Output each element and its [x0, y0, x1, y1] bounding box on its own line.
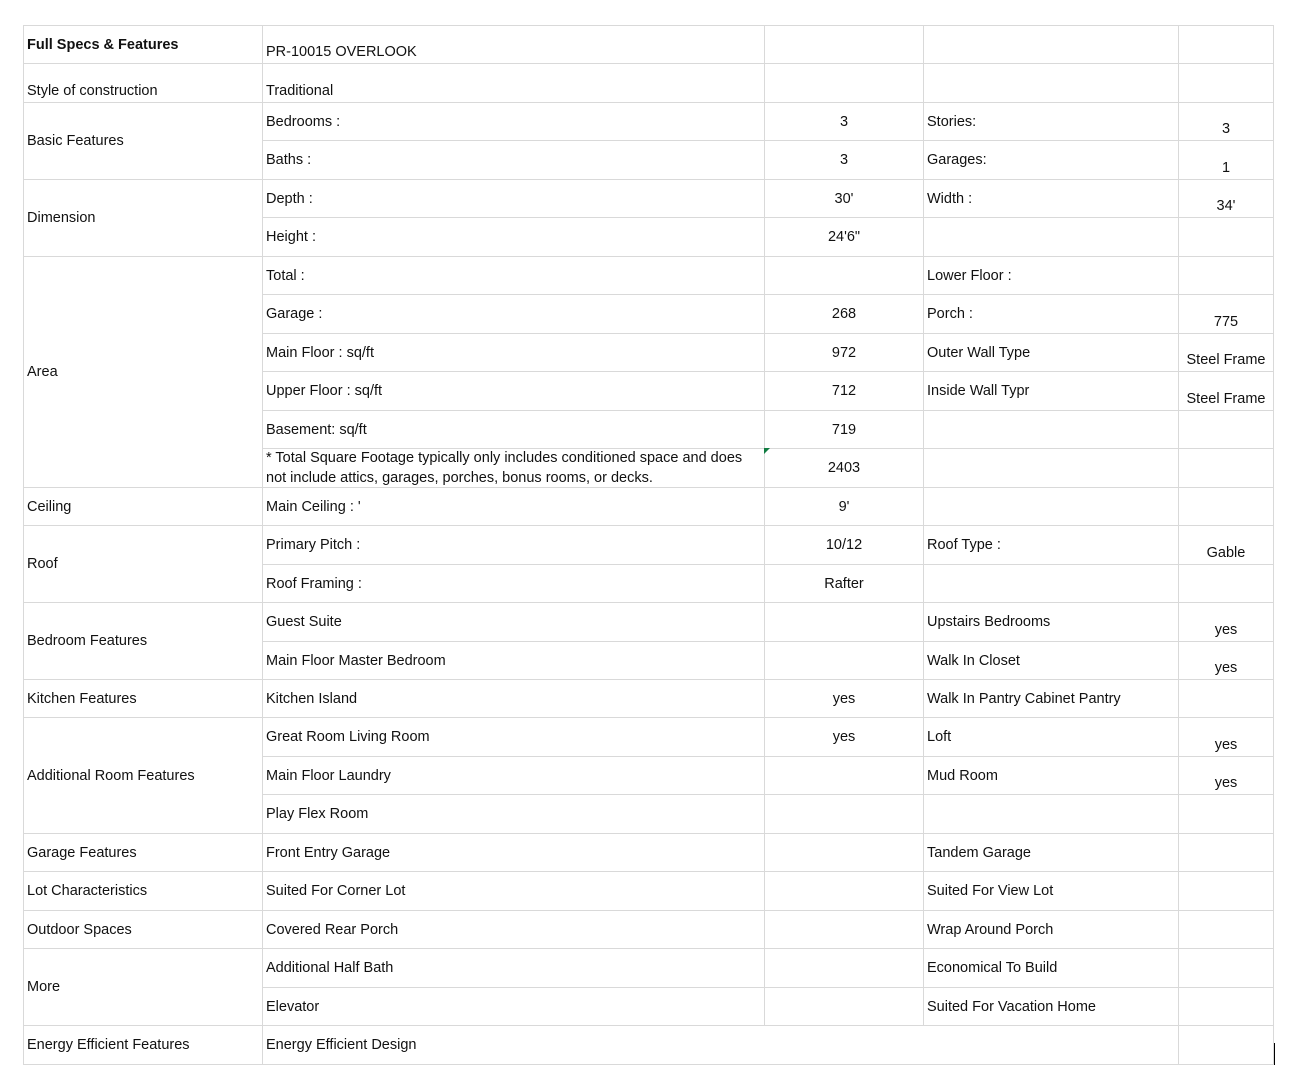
cell-empty[interactable] [1179, 834, 1274, 872]
cell-empty[interactable] [765, 834, 924, 872]
cell-height-label[interactable]: Height : [263, 218, 765, 257]
cell-loft[interactable]: Loft [924, 718, 1179, 757]
cell-main-floor-laundry[interactable]: Main Floor Laundry [263, 757, 765, 795]
cell-empty[interactable] [1179, 64, 1274, 103]
cell-garage-label[interactable]: Garage : [263, 295, 765, 334]
cell-basement-value[interactable]: 719 [765, 411, 924, 449]
text-cursor [1274, 1043, 1275, 1065]
cell-upstairs-bedrooms[interactable]: Upstairs Bedrooms [924, 603, 1179, 642]
cell-empty[interactable] [1179, 988, 1274, 1026]
cell-more-label[interactable]: More [23, 949, 263, 1026]
cell-main-floor-value[interactable]: 972 [765, 334, 924, 372]
cell-empty[interactable] [765, 64, 924, 103]
cell-area-label[interactable]: Area [23, 257, 263, 488]
cell-bedrooms-label[interactable]: Bedrooms : [263, 103, 765, 141]
cell-empty[interactable] [1179, 25, 1274, 64]
cell-upstairs-bedrooms-value[interactable]: yes [1179, 603, 1274, 642]
cell-empty[interactable] [1179, 1026, 1274, 1065]
cell-ceiling-label[interactable]: Ceiling [23, 488, 263, 526]
cell-baths-value[interactable]: 3 [765, 141, 924, 180]
cell-roof-type-value[interactable]: Gable [1179, 526, 1274, 565]
cell-empty[interactable] [765, 988, 924, 1026]
cell-empty[interactable] [924, 449, 1179, 488]
cell-mud-room[interactable]: Mud Room [924, 757, 1179, 795]
cell-roof-type-label[interactable]: Roof Type : [924, 526, 1179, 565]
cell-empty[interactable] [1179, 449, 1274, 488]
cell-additional-half-bath[interactable]: Additional Half Bath [263, 949, 765, 988]
cell-main-ceiling-label[interactable]: Main Ceiling : ' [263, 488, 765, 526]
cell-lower-floor-label[interactable]: Lower Floor : [924, 257, 1179, 295]
cell-outdoor-label[interactable]: Outdoor Spaces [23, 911, 263, 949]
cell-great-room-value[interactable]: yes [765, 718, 924, 757]
cell-empty[interactable] [924, 218, 1179, 257]
cell-kitchen-island-value[interactable]: yes [765, 680, 924, 718]
cell-empty[interactable] [765, 642, 924, 680]
cell-empty[interactable] [1179, 488, 1274, 526]
cell-play-flex-room[interactable]: Play Flex Room [263, 795, 765, 834]
cell-empty[interactable] [924, 488, 1179, 526]
cell-view-lot[interactable]: Suited For View Lot [924, 872, 1179, 911]
cell-kitchen-features-label[interactable]: Kitchen Features [23, 680, 263, 718]
cell-error-indicator-icon [764, 448, 770, 454]
cell-outer-wall-label[interactable]: Outer Wall Type [924, 334, 1179, 372]
spreadsheet-grid [23, 25, 1274, 1065]
cell-empty[interactable] [765, 25, 924, 64]
cell-energy-label[interactable]: Energy Efficient Features [23, 1026, 263, 1065]
cell-guest-suite[interactable]: Guest Suite [263, 603, 765, 642]
cell-main-floor-master[interactable]: Main Floor Master Bedroom [263, 642, 765, 680]
cell-empty[interactable] [1179, 411, 1274, 449]
cell-main-floor-label[interactable]: Main Floor : sq/ft [263, 334, 765, 372]
cell-bedroom-features-label[interactable]: Bedroom Features [23, 603, 263, 680]
cell-primary-pitch-label[interactable]: Primary Pitch : [263, 526, 765, 565]
cell-roof-label[interactable]: Roof [23, 526, 263, 603]
cell-empty[interactable] [924, 565, 1179, 603]
cell-upper-floor-label[interactable]: Upper Floor : sq/ft [263, 372, 765, 411]
cell-front-entry-garage[interactable]: Front Entry Garage [263, 834, 765, 872]
cell-tandem-garage[interactable]: Tandem Garage [924, 834, 1179, 872]
cell-empty[interactable] [1179, 872, 1274, 911]
cell-bedrooms-value[interactable]: 3 [765, 103, 924, 141]
cell-plan-name[interactable]: PR-10015 OVERLOOK [263, 25, 765, 64]
cell-stories-value[interactable]: 3 [1179, 103, 1274, 141]
cell-height-value[interactable]: 24'6" [765, 218, 924, 257]
cell-style-label[interactable]: Style of construction [23, 64, 263, 103]
cell-depth-label[interactable]: Depth : [263, 180, 765, 218]
cell-empty[interactable] [924, 64, 1179, 103]
cell-empty[interactable] [924, 411, 1179, 449]
cell-empty[interactable] [1179, 565, 1274, 603]
cell-additional-room-label[interactable]: Additional Room Features [23, 718, 263, 834]
cell-basement-label[interactable]: Basement: sq/ft [263, 411, 765, 449]
cell-mud-room-value[interactable]: yes [1179, 757, 1274, 795]
cell-empty[interactable] [1179, 911, 1274, 949]
cell-elevator[interactable]: Elevator [263, 988, 765, 1026]
cell-depth-value[interactable]: 30' [765, 180, 924, 218]
cell-baths-label[interactable]: Baths : [263, 141, 765, 180]
cell-roof-framing-value[interactable]: Rafter [765, 565, 924, 603]
cell-empty[interactable] [765, 911, 924, 949]
cell-wrap-around-porch[interactable]: Wrap Around Porch [924, 911, 1179, 949]
cell-great-room[interactable]: Great Room Living Room [263, 718, 765, 757]
cell-vacation-home[interactable]: Suited For Vacation Home [924, 988, 1179, 1026]
cell-primary-pitch-value[interactable]: 10/12 [765, 526, 924, 565]
cell-inside-wall-value[interactable]: Steel Frame [1179, 372, 1274, 411]
cell-title[interactable]: Full Specs & Features [23, 25, 263, 64]
cell-empty[interactable] [1179, 680, 1274, 718]
cell-porch-value[interactable]: 775 [1179, 295, 1274, 334]
cell-walk-in-closet[interactable]: Walk In Closet [924, 642, 1179, 680]
cell-empty[interactable] [1179, 218, 1274, 257]
cell-width-label[interactable]: Width : [924, 180, 1179, 218]
cell-garages-label[interactable]: Garages: [924, 141, 1179, 180]
cell-walk-in-closet-value[interactable]: yes [1179, 642, 1274, 680]
cell-style-value[interactable]: Traditional [263, 64, 765, 103]
cell-dimension-label[interactable]: Dimension [23, 180, 263, 257]
cell-empty[interactable] [765, 603, 924, 642]
cell-main-ceiling-value[interactable]: 9' [765, 488, 924, 526]
cell-economical[interactable]: Economical To Build [924, 949, 1179, 988]
cell-empty[interactable] [765, 872, 924, 911]
cell-total-label[interactable]: Total : [263, 257, 765, 295]
cell-kitchen-island[interactable]: Kitchen Island [263, 680, 765, 718]
cell-garage-features-label[interactable]: Garage Features [23, 834, 263, 872]
cell-loft-value[interactable]: yes [1179, 718, 1274, 757]
cell-roof-framing-label[interactable]: Roof Framing : [263, 565, 765, 603]
cell-empty[interactable] [765, 257, 924, 295]
cell-footnote[interactable]: * Total Square Footage typically only includes conditioned space and does not include attics, garages, porches, bonus rooms, or decks. [263, 449, 765, 488]
cell-basic-features-label[interactable]: Basic Features [23, 103, 263, 180]
cell-total-sqft-value[interactable]: 2403 [765, 449, 924, 488]
cell-inside-wall-label[interactable]: Inside Wall Typr [924, 372, 1179, 411]
cell-empty[interactable] [924, 25, 1179, 64]
cell-upper-floor-value[interactable]: 712 [765, 372, 924, 411]
cell-walk-in-pantry[interactable]: Walk In Pantry Cabinet Pantry [924, 680, 1179, 718]
cell-empty[interactable] [924, 795, 1179, 834]
cell-width-value[interactable]: 34' [1179, 180, 1274, 218]
cell-covered-rear-porch[interactable]: Covered Rear Porch [263, 911, 765, 949]
cell-empty[interactable] [765, 757, 924, 795]
cell-corner-lot[interactable]: Suited For Corner Lot [263, 872, 765, 911]
cell-garage-value[interactable]: 268 [765, 295, 924, 334]
cell-garages-value[interactable]: 1 [1179, 141, 1274, 180]
cell-energy-design[interactable]: Energy Efficient Design [263, 1026, 1179, 1065]
cell-empty[interactable] [765, 795, 924, 834]
cell-empty[interactable] [1179, 949, 1274, 988]
cell-porch-label[interactable]: Porch : [924, 295, 1179, 334]
cell-empty[interactable] [765, 949, 924, 988]
cell-empty[interactable] [1179, 795, 1274, 834]
cell-empty[interactable] [1179, 257, 1274, 295]
cell-outer-wall-value[interactable]: Steel Frame [1179, 334, 1274, 372]
cell-stories-label[interactable]: Stories: [924, 103, 1179, 141]
cell-lot-label[interactable]: Lot Characteristics [23, 872, 263, 911]
